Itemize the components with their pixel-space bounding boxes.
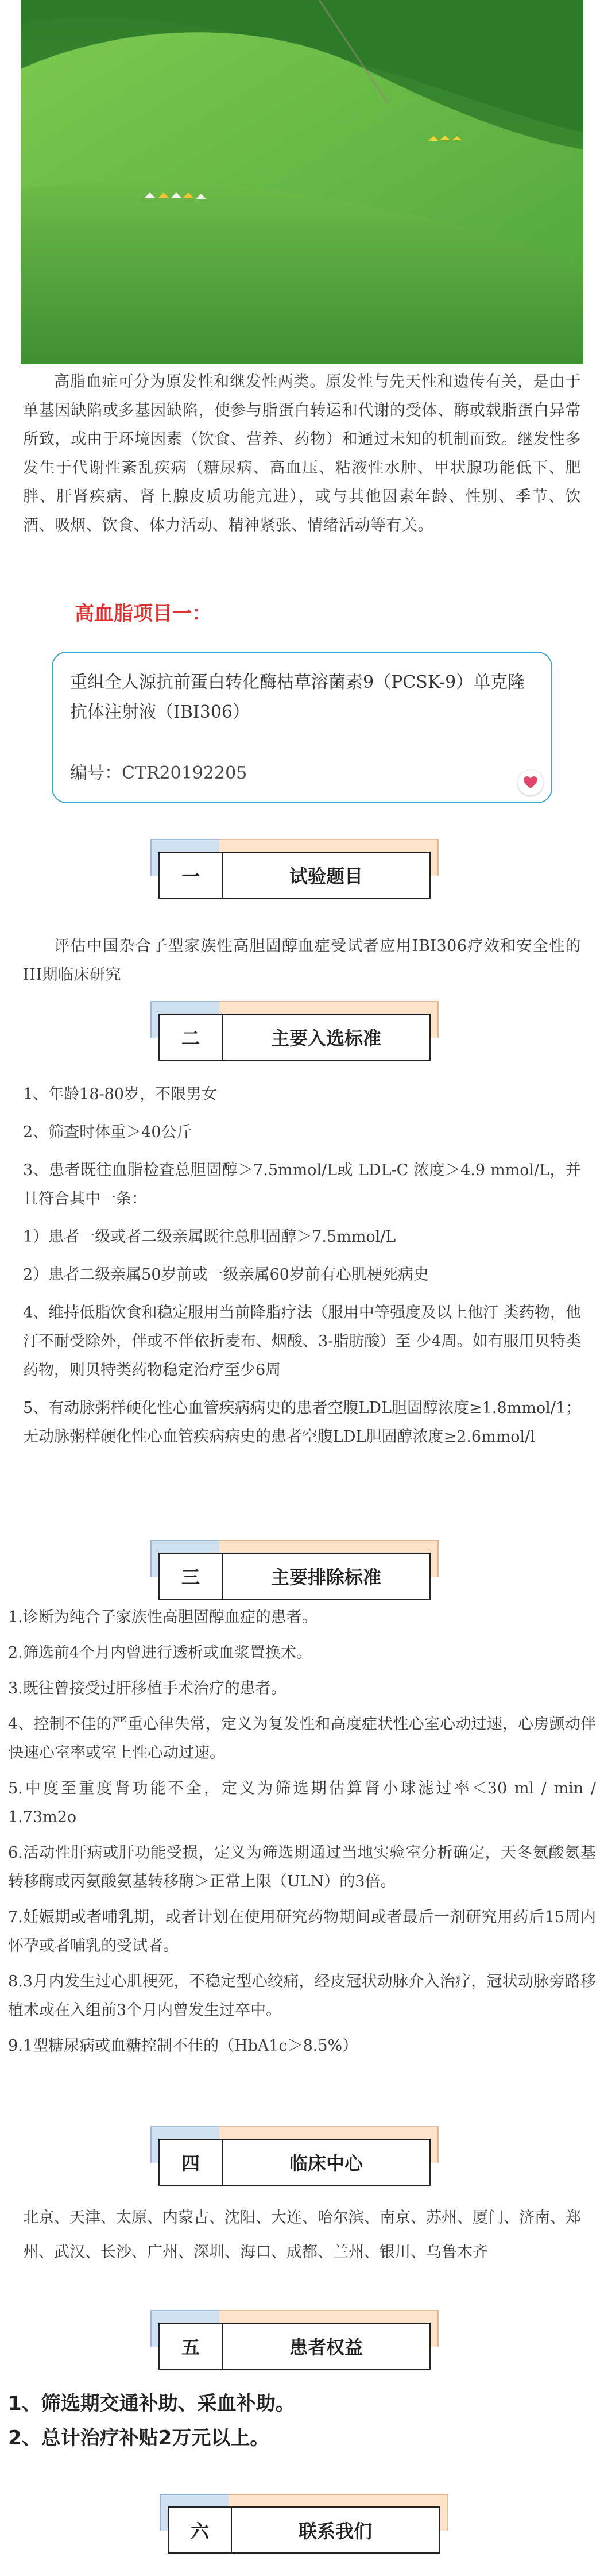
benefit-item: 2、总计治疗补贴2万元以上。 [8, 2427, 270, 2450]
section-title: 试验题目 [289, 865, 363, 887]
section-header-centers [150, 2126, 437, 2189]
section-number: 六 [169, 2508, 232, 2552]
list-item: 8.3月内发生过心肌梗死，不稳定型心绞痛，经皮冠状动脉介入治疗，冠状动脉旁路移植术或在入组前3个月内曾发生过卒中。 [8, 1973, 596, 2019]
section-number: 五 [160, 2324, 223, 2369]
list-item: 1）患者一级或者二级亲属既往总胆固醇＞7.5mmol/L [23, 1228, 396, 1246]
list-item: 2.筛选前4个月内曾进行透析或血浆置换术。 [8, 1644, 312, 1662]
section-header-benefits [150, 2310, 437, 2373]
section-title: 主要排除标准 [270, 1566, 381, 1588]
list-item: 3.既往曾接受过肝移植手术治疗的患者。 [8, 1680, 286, 1697]
list-item: 3、患者既往血脂检查总胆固醇＞7.5mmol/L或 LDL-C 浓度＞4.9 mmol/L，并且符合其中一条： [23, 1161, 581, 1208]
section-title: 联系我们 [298, 2520, 372, 2542]
trial-card [52, 652, 552, 803]
trial-code: 编号：CTR20192205 [70, 763, 247, 783]
list-item: 2）患者二级亲属50岁前或一级亲属60岁前有心肌梗死病史 [23, 1266, 429, 1284]
section-title: 临床中心 [289, 2153, 363, 2174]
list-item: 5.中度至重度肾功能不全，定义为筛选期估算肾小球滤过率＜30 ml / min / 1.73m2o [8, 1780, 596, 1826]
hero-image [21, 0, 583, 364]
study-title-text: 评估中国杂合子型家族性高胆固醇血症受试者应用IBI306疗效和安全性的III期临床研究 [23, 937, 581, 984]
section-number: 四 [160, 2140, 223, 2185]
heart-icon[interactable] [518, 770, 543, 795]
project-title: 高血脂项目一： [75, 602, 211, 625]
list-item: 2、筛查时体重＞40公斤 [23, 1123, 192, 1141]
list-item: 9.1型糖尿病或血糖控制不佳的（HbA1c＞8.5%） [8, 2037, 358, 2055]
list-item: 7.妊娠期或者哺乳期，或者计划在使用研究药物期间或者最后一剂研究用药后15周内怀孕或者哺乳的受试者。 [8, 1908, 596, 1955]
section-header-exclusion [150, 1540, 437, 1603]
section-header-study-title [150, 839, 437, 902]
list-item: 4、维持低脂饮食和稳定服用当前降脂疗法（服用中等强度及以上他汀 类药物，他汀不耐受除外，伴或不伴依折麦布、烟酸、3-脂肪酸）至 少4周。如有服用贝特类药物，则贝特类药物稳定治疗至少6周 [23, 1304, 581, 1379]
intro-paragraph: 高脂血症可分为原发性和继发性两类。原发性与先天性和遗传有关，是由于单基因缺陷或多基因缺陷，使参与脂蛋白转运和代谢的受体、酶或载脂蛋白异常所致，或由于环境因素（饮食、营养、药物）和通过未知的机制而致。继发性多发生于代谢性紊乱疾病（糖尿病、高血压、粘液性水肿、甲状腺功能低下、肥胖、肝肾疾病、肾上腺皮质功能亢进），或与其他因素年龄、性别、季节、饮酒、吸烟、饮食、体力活动、精神紧张、情绪活动等有关。 [23, 373, 581, 534]
section-header-contact [160, 2494, 447, 2557]
section-title: 患者权益 [289, 2336, 363, 2358]
list-item: 6.活动性肝病或肝功能受损，定义为筛选期通过当地实验室分析确定，天冬氨酸氨基转移酶或丙氨酸氨基转移酶＞正常上限（ULN）的3倍。 [8, 1844, 596, 1890]
section-title: 主要入选标准 [270, 1027, 381, 1049]
benefit-item: 1、筛选期交通补助、采血补助。 [8, 2392, 295, 2415]
list-item: 5、有动脉粥样硬化性心血管疾病病史的患者空腹LDL胆固醇浓度≥1.8mmol/1；无动脉粥样硬化性心血管疾病病史的患者空腹LDL胆固醇浓度≥2.6mmol/l [23, 1399, 581, 1446]
section-number: 二 [160, 1015, 223, 1060]
list-item: 4、控制不佳的严重心律失常，定义为复发性和高度症状性心室心动过速，心房颤动伴快速心室率或室上性心动过速。 [8, 1715, 596, 1762]
trial-drug-name: 重组全人源抗前蛋白转化酶枯草溶菌素9（PCSK-9）单克隆抗体注射液（IBI306） [70, 672, 525, 722]
section-number: 一 [160, 853, 223, 898]
exclusion-list [8, 1603, 596, 2061]
centers-list: 北京、天津、太原、内蒙古、沈阳、大连、哈尔滨、南京、苏州、厦门、济南、郑州、武汉、长沙、广州、深圳、海口、成都、兰州、银川、乌鲁木齐 [23, 2209, 581, 2261]
list-item: 1、年龄18-80岁，不限男女 [23, 1085, 218, 1103]
section-number: 三 [160, 1554, 223, 1599]
inclusion-list [23, 1080, 581, 1451]
list-item: 1.诊断为纯合子家族性高胆固醇血症的患者。 [8, 1608, 318, 1626]
section-header-inclusion [150, 1001, 437, 1064]
